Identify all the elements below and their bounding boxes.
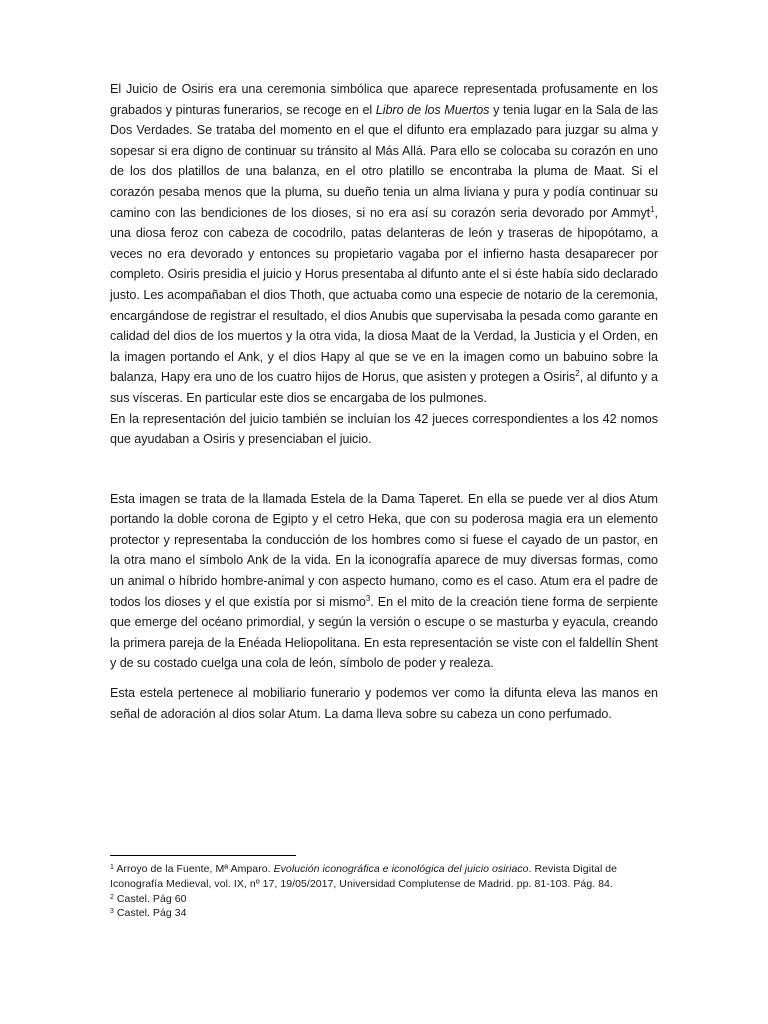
- footnote-separator: [110, 855, 296, 856]
- p1-text-4: , al difunto y a sus vísceras. En particular este dios se encargaba de los pulmones.: [110, 370, 658, 405]
- footnote-2-text: Castel. Pág 60: [113, 892, 187, 905]
- footnote-ref-2[interactable]: 2: [575, 369, 580, 379]
- p1-text-3: , una diosa feroz con cabeza de cocodrilo, patas delanteras de león y traseras de hipopótamo, a veces no era devorado y entonces su propietario vagaba por el infierno hasta desaparecer por completo. Osiris presidia el juicio y Horus presentaba al difunto ante el si éste había sido declarado justo. Les acompañaban el dios Thoth, que actuaba como una especie de notario de la ceremonia, encargándose de registrar el resultado, el dios Anubis que supervisaba la pesada como garante en calidad del dios de los muertos y la otra vida, la diosa Maat de la Verdad, la Justicia y el Orden, en la imagen portando el Ank, y el dios Hapy al que se ve en la imagen como un babuino sobre la balanza, Hapy era uno de los cuatro hijos de Horus, que asisten y protegen a Osiris: [110, 205, 658, 385]
- footnote-ref-1[interactable]: 1: [650, 204, 655, 214]
- p1-text-1: El Juicio de Osiris era una ceremonia simbólica que aparece representada profusamente en los grabados y pinturas funerarios, se recoge en el: [110, 82, 658, 117]
- footnote-3: [110, 906, 658, 921]
- footnotes: [110, 855, 658, 921]
- paragraph-gap: [110, 674, 658, 683]
- footnote-2: [110, 892, 658, 907]
- document-body: [110, 79, 658, 724]
- paragraph-42-jueces: En la representación del juicio también se incluían los 42 jueces correspondientes a los 42 nomos que ayudaban a Osiris y presenciaban el juicio.: [110, 411, 658, 447]
- paragraph-juicio-osiris: [110, 79, 658, 409]
- footnote-1-source: . Revista Digital de Iconografía Medieval, vol. IX, nº 17, 19/05/2017, Universidad Complutense de Madrid. pp. 81-103. Pág. 84.: [110, 863, 618, 890]
- footnote-1-title: Evolución iconográfica e iconológica del juicio osiriaco: [273, 863, 529, 875]
- footnote-ref-3[interactable]: 3: [365, 593, 371, 603]
- p3-text-1: Esta imagen se trata de la llamada Estela de la Dama Taperet. En ella se puede ver al dios Atum portando la doble corona de Egipto y el cetro Heka, que con su poderosa magia era un elemento protector y representaba la conducción de los hombres como si fuese el cayado de un pastor, en la otra mano el símbolo Ank de la vida. En la iconografía aparece de muy diversas formas, como un animal o híbrido hombre-animal y con aspecto humano, como es el caso. Atum era el padre de todos los dioses y el que existía por si mismo: [110, 491, 658, 609]
- p3-text-2: . En el mito de la creación tiene forma de serpiente que emerge del océano primordial, y según la versión o escupe o se masturba y eyacula, creando la primera pareja de la Enéada Heliopolitana. En esta representación se viste con el faldellín Shent y de su costado cuelga una cola de león, símbolo de poder y realeza.: [110, 594, 658, 671]
- footnote-2-number: 2: [110, 893, 114, 901]
- p1-text-2: y tenia lugar en la Sala de las Dos Verdades. Se trataba del momento en el que el difunto era emplazado para juzgar su alma y sopesar si era digno de continuar su tránsito al Más Allá. Para ello se colocaba su corazón en uno de los dos platillos de una balanza, en el otro platillo se encontraba la pluma de Maat. Si el corazón pesaba menos que la pluma, su dueño tenia un alma liviana y pura y podía continuar su camino con las bendiciones de los dioses, si no era así su corazón seria devorado por Ammyt: [110, 102, 659, 220]
- footnote-1-number: 1: [110, 864, 114, 871]
- footnote-3-text: Castel. Pág 34: [113, 907, 187, 920]
- paragraph-gap: [110, 450, 658, 489]
- footnote-1-author: Arroyo de la Fuente, Mª Amparo.: [113, 863, 274, 875]
- paragraph-estela-taperet: [110, 489, 658, 674]
- footnote-3-number: 3: [110, 908, 114, 916]
- footnote-1: [110, 862, 658, 892]
- paragraph-mobiliario-funerario: Esta estela pertenece al mobiliario funerario y podemos ver como la difunta eleva las manos en señal de adoración al dios solar Atum. La dama lleva sobre su cabeza un cono perfumado.: [110, 686, 658, 721]
- book-title: Libro de los Muertos: [375, 102, 490, 117]
